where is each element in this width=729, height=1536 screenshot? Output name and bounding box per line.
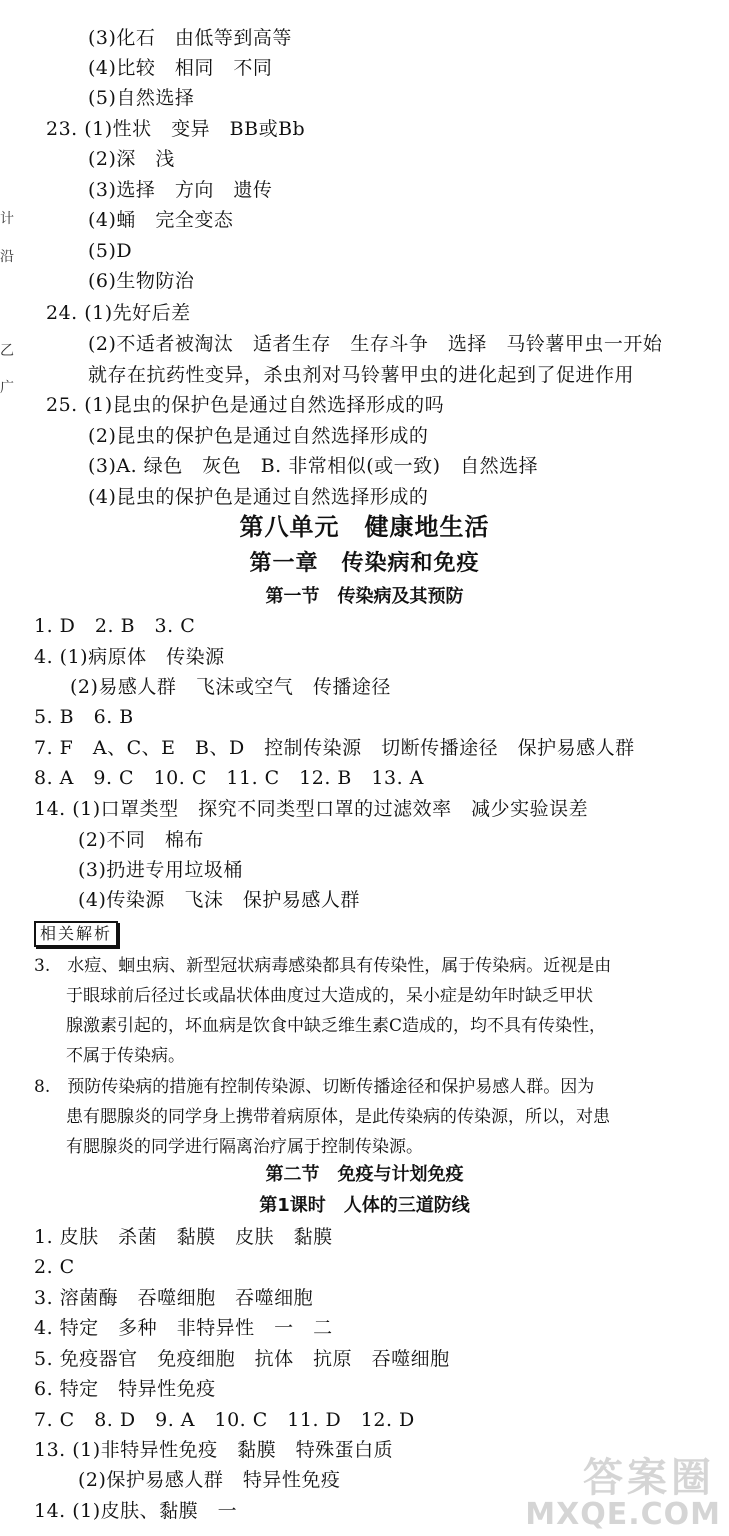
answer-line: 7. C 8. D 9. A 10. C 11. D 12. D [34, 1409, 415, 1431]
analysis-line: 患有腮腺炎的同学身上携带着病原体，是此传染病的传染源，所以，对患 [66, 1107, 610, 1127]
answer-line: (4)蛹 完全变态 [88, 209, 234, 231]
answer-line: (5)D [88, 240, 133, 262]
answer-line: (2)不适者被淘汰 适者生存 生存斗争 选择 马铃薯甲虫一开始 [88, 333, 663, 355]
answer-line: (2)昆虫的保护色是通过自然选择形成的 [88, 425, 429, 447]
margin-mark: 沿 [0, 249, 14, 265]
answer-line: (2)保护易感人群 特异性免疫 [78, 1469, 341, 1491]
answer-line: 就存在抗药性变异，杀虫剂对马铃薯甲虫的进化起到了促进作用 [88, 364, 635, 386]
analysis-line: 不属于传染病。 [66, 1046, 185, 1066]
answer-line: 25. (1)昆虫的保护色是通过自然选择形成的吗 [46, 394, 445, 416]
answer-line: 8. A 9. C 10. C 11. C 12. B 13. A [34, 767, 424, 789]
analysis-line: 腺激素引起的，坏血病是饮食中缺乏维生素C造成的，均不具有传染性， [66, 1016, 607, 1036]
answer-line: 7. F A、C、E B、D 控制传染源 切断传播途径 保护易感人群 [34, 737, 635, 759]
answer-line: (6)生物防治 [88, 270, 195, 292]
answer-line: 24. (1)先好后差 [46, 302, 191, 324]
margin-mark: 计 [0, 211, 14, 227]
answer-line: 5. 免疫器官 免疫细胞 抗体 抗原 吞噬细胞 [34, 1348, 450, 1370]
answer-line: 1. D 2. B 3. C [34, 615, 196, 637]
answer-line: (2)易感人群 飞沫或空气 传播途径 [70, 676, 391, 698]
answer-line: 14. (1)口罩类型 探究不同类型口罩的过滤效率 减少实验误差 [34, 798, 589, 820]
answer-line: 2. C [34, 1256, 75, 1278]
answer-line: (2)深 浅 [88, 148, 175, 170]
watermark-logo [506, 1446, 721, 1532]
lesson-title: 第1课时 人体的三道防线 [259, 1195, 470, 1216]
analysis-line: 3. 水痘、蛔虫病、新型冠状病毒感染都具有传染性，属于传染病。近视是由 [34, 956, 612, 976]
margin-mark: 广 [0, 380, 14, 396]
answer-line: (3)A. 绿色 灰色 B. 非常相似(或一致) 自然选择 [88, 455, 539, 477]
section-title: 第一节 传染病及其预防 [265, 586, 464, 607]
answer-line: 4. (1)病原体 传染源 [34, 646, 225, 668]
answer-line: 6. 特定 特异性免疫 [34, 1378, 216, 1400]
analysis-line: 于眼球前后径过长或晶状体曲度过大造成的，呆小症是幼年时缺乏甲状 [66, 986, 593, 1006]
watermark-url: MXQE.COM [525, 1497, 721, 1532]
answer-line: (3)选择 方向 遗传 [88, 179, 273, 201]
answer-line: 5. B 6. B [34, 706, 134, 728]
answer-line: 1. 皮肤 杀菌 黏膜 皮肤 黏膜 [34, 1226, 333, 1248]
answer-line: (3)化石 由低等到高等 [88, 27, 292, 49]
answer-line: 13. (1)非特异性免疫 黏膜 特殊蛋白质 [34, 1439, 394, 1461]
answer-line: (2)不同 棉布 [78, 829, 204, 851]
answer-line: 4. 特定 多种 非特异性 一 二 [34, 1317, 333, 1339]
margin-mark: 乙 [0, 343, 14, 359]
chapter-title: 第一章 传染病和免疫 [249, 551, 480, 576]
answer-line: 3. 溶菌酶 吞噬细胞 吞噬细胞 [34, 1287, 314, 1309]
analysis-badge: 相关解析 [34, 921, 118, 947]
answer-line: (4)比较 相同 不同 [88, 57, 273, 79]
analysis-line: 8. 预防传染病的措施有控制传染源、切断传播途径和保护易感人群。因为 [34, 1077, 595, 1097]
answer-line: (3)扔进专用垃圾桶 [78, 859, 243, 881]
watermark-text: 答案圈 [583, 1455, 715, 1501]
analysis-line: 有腮腺炎的同学进行隔离治疗属于控制传染源。 [66, 1137, 423, 1157]
answer-line: 14. (1)皮肤、黏膜 一 [34, 1500, 238, 1522]
answer-line: (4)昆虫的保护色是通过自然选择形成的 [88, 486, 429, 508]
section-title: 第二节 免疫与计划免疫 [265, 1164, 464, 1185]
answer-line: (5)自然选择 [88, 87, 195, 109]
unit-title: 第八单元 健康地生活 [239, 513, 490, 541]
answer-line: (4)传染源 飞沫 保护易感人群 [78, 889, 360, 911]
answer-line: 23. (1)性状 变异 BB或Bb [46, 118, 306, 140]
